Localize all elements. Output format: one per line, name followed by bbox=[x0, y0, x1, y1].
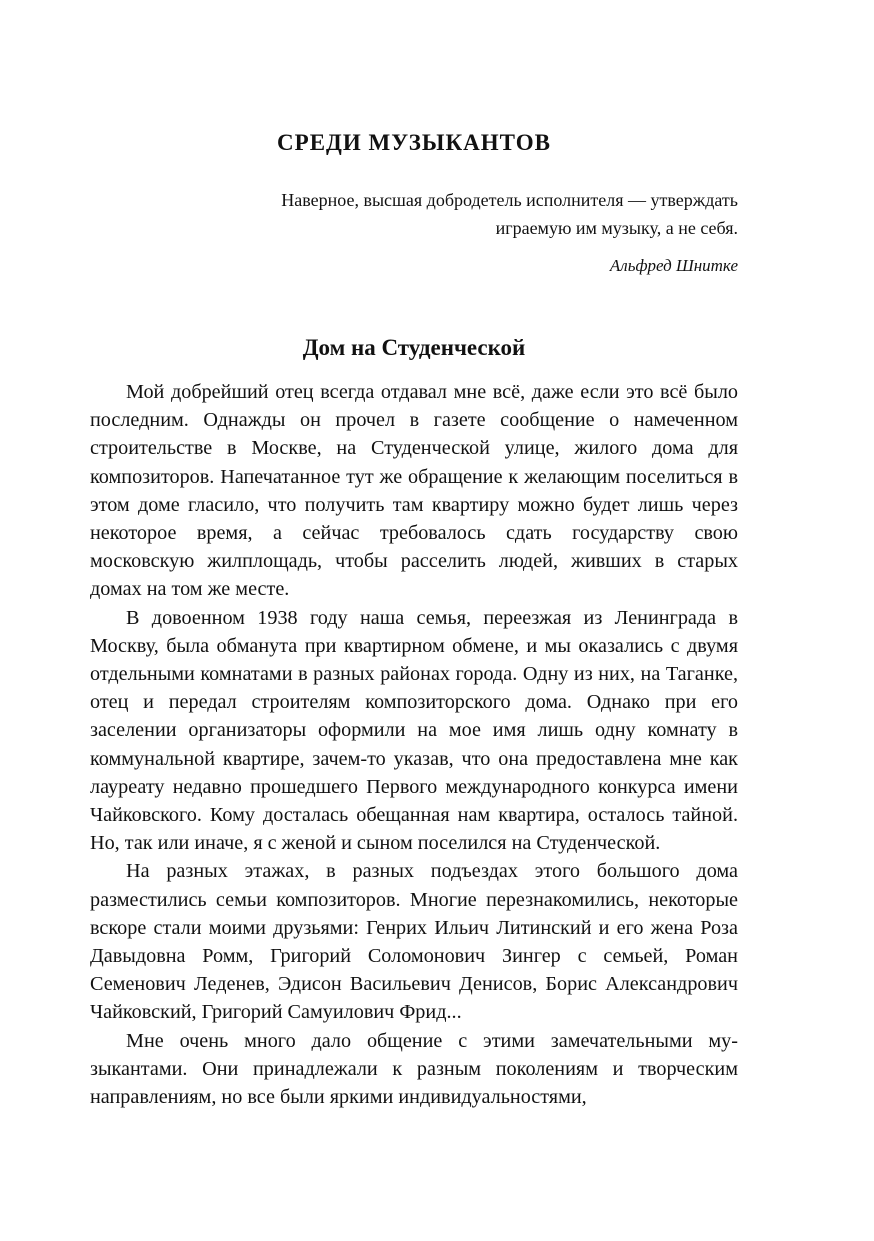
body-text bbox=[90, 378, 738, 1111]
paragraph: В довоенном 1938 году наша семья, переезжая из Ленинграда в Москву, была обманута при квартирном обмене, и мы оказались с двумя отдельными комнатами в разных районах города. Одну из них, на Таганке, отец и передал строителям композиторского дома. Однако при его заселении организаторы оформили на мое имя лишь одну комнату в коммунальной квартире, зачем-то указав, что она предоставлена мне как лауреату недавно прошедшего Первого международного конкурса имени Чайковского. Кому досталась обещанная нам квартира, осталось тайной. Но, так или иначе, я с женой и сыном поселился на Студенческой. bbox=[90, 606, 738, 855]
paragraph: На разных этажах, в разных подъездах этого большого дома разместились семьи композиторов. Многие перезнакомились, некоторые вскоре стали моими друзьями: Генрих Ильич Литинский и его жена Роза Давыдовна Ромм, Григорий Соломонович Зингер с семьей, Роман Семенович Леденев, Эдисон Васильевич Денисов, Борис Александрович Чайковский, Григорий Самуилович Фрид... bbox=[90, 860, 738, 1024]
epigraph-author: Альфред Шнитке bbox=[609, 256, 738, 275]
section-title: Дом на Студенческой bbox=[302, 335, 526, 360]
paragraph: Мой добрейший отец всегда отдавал мне всё, даже если это всё было последним. Однажды он прочел в газете сообщение о намеченном строительстве в Москве, на Студенческой улице, жилого дома для композиторов. Напечатанное тут же обращение к желающим поселиться в этом доме гласило, что получить там квартиру можно будет лишь через некоторое время, а сейчас требовалось сдать государству свою московскую жилплощадь, чтобы расселить людей, живших в старых домах на том же месте. bbox=[90, 381, 738, 601]
chapter-title: СРЕДИ МУЗЫКАНТОВ bbox=[277, 130, 551, 155]
paragraph: Мне очень много дало общение с этими замечательными музыкантами. Они принадлежали к разным поколениям и творческим направлениям, но все были яркими индивидуальностями, bbox=[90, 1029, 738, 1109]
epigraph-quote: Наверное, высшая добродетель исполнителя — утверждать играемую им музыку, а не себя. bbox=[281, 190, 738, 238]
